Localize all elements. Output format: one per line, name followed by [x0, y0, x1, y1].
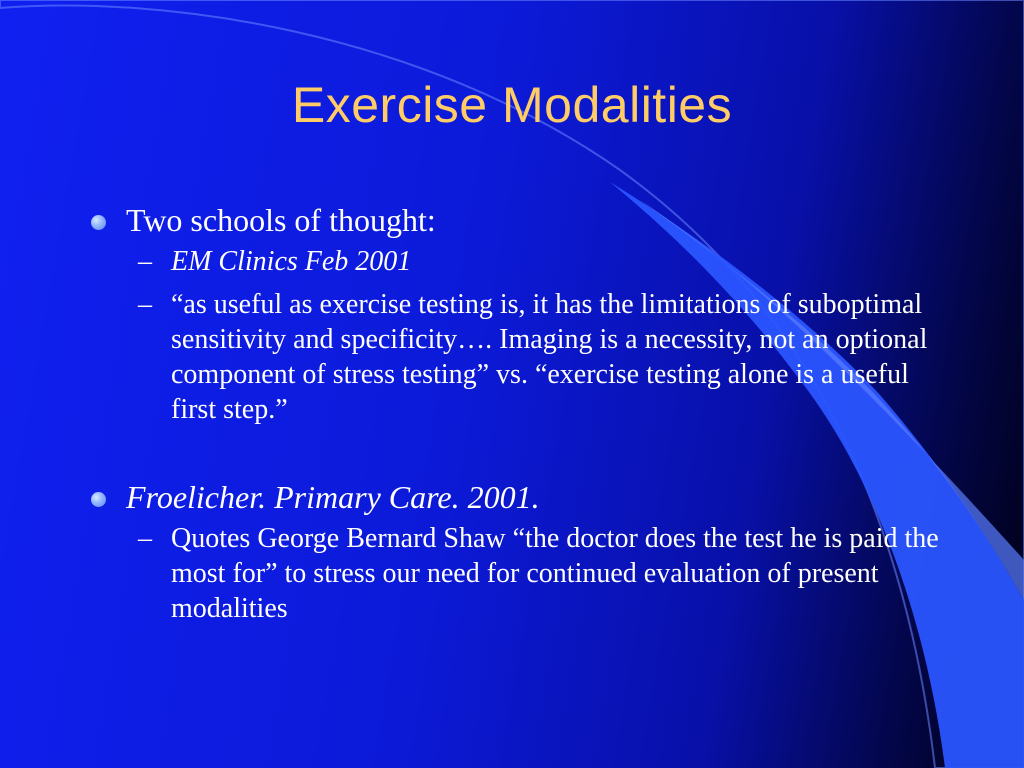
dash-icon: –: [138, 246, 152, 277]
bullet-item: [88, 477, 948, 517]
sub-bullet-item: [88, 521, 948, 626]
dash-icon: –: [138, 289, 152, 320]
slide-title: Exercise Modalities: [291, 77, 733, 133]
sub-bullet-item: [88, 244, 948, 279]
bullet-dot-icon: [91, 215, 106, 230]
sub-bullet-text: Quotes George Bernard Shaw “the doctor does the test he is paid the most for” to stress our need for continued evaluation of present modalities: [171, 523, 939, 624]
spacer: [88, 435, 948, 477]
sub-bullet-text: “as useful as exercise testing is, it has the limitations of suboptimal sensitivity and specificity…. Imaging is a necessity, not an optional component of stress testing” vs. “exercise testing alone is a useful first step.”: [171, 289, 928, 425]
sub-bullet-text: EM Clinics Feb 2001: [171, 246, 412, 277]
bullet-item: [88, 200, 948, 240]
slide-body: [88, 200, 948, 634]
bullet-text: Froelicher. Primary Care. 2001.: [126, 479, 540, 515]
dash-icon: –: [138, 523, 152, 554]
bullet-text: Two schools of thought:: [126, 202, 436, 238]
bullet-dot-icon: [91, 492, 106, 507]
sub-bullet-item: [88, 287, 948, 427]
